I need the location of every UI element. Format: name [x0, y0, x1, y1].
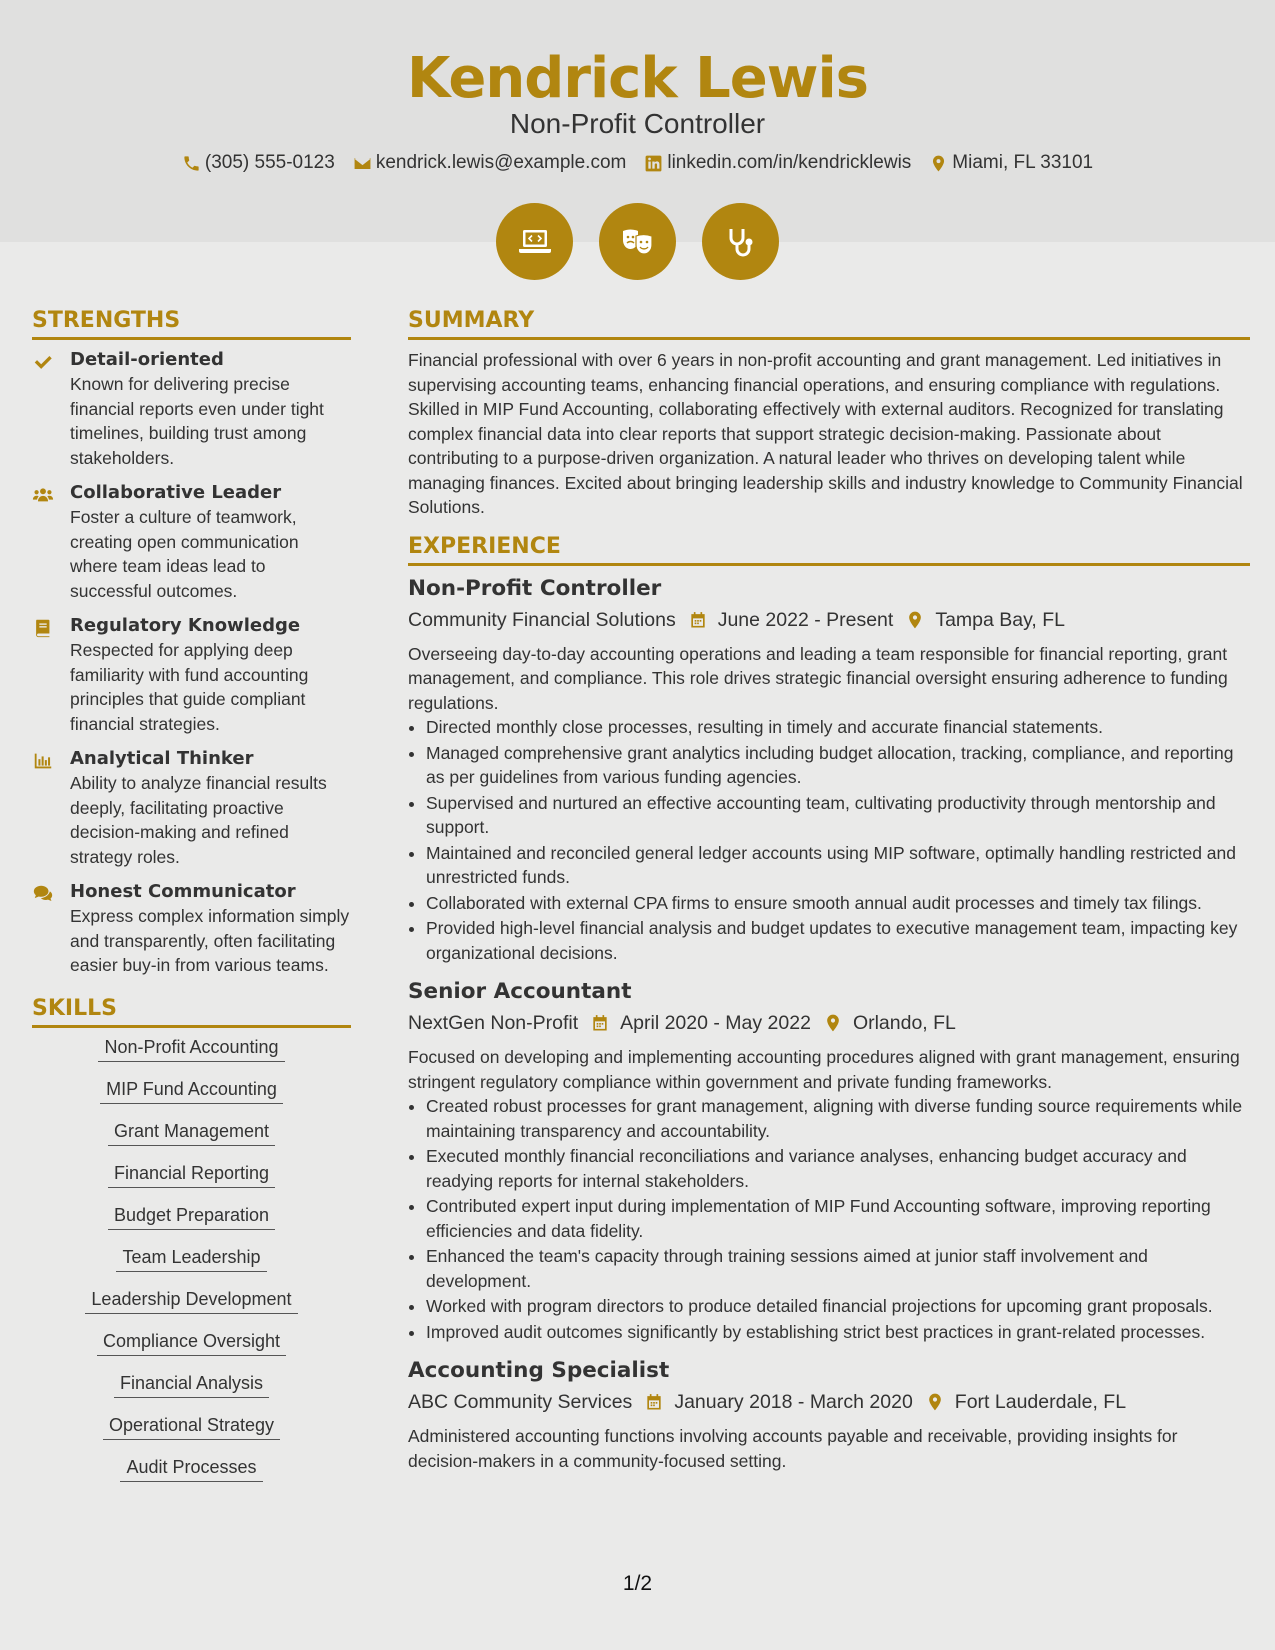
bullet-item: • Directed monthly close processes, resulting in timely and accurate financial statements.: [426, 715, 1250, 740]
bullet-item: • Created robust processes for grant management, aligning with diverse funding source requirements while maintaining transparency and accountability.: [426, 1094, 1250, 1143]
comments-icon: [32, 883, 54, 905]
badge-masks: [599, 203, 676, 280]
calendar-icon: [688, 610, 708, 630]
strength-desc: Foster a culture of teamwork, creating open communication where team ideas lead to successful outcomes.: [70, 507, 299, 601]
laptop-code-icon: [515, 222, 555, 262]
strength-desc: Express complex information simply and transparently, often facilitating easier buy-in from various teams.: [70, 906, 350, 975]
bullet-item: • Executed monthly financial reconciliations and variance analyses, enhancing budget accuracy and readying reports for internal stakeholders.: [426, 1144, 1250, 1193]
skill-tag: MIP Fund Accounting: [100, 1078, 283, 1104]
strength-item: [32, 348, 351, 470]
interest-badges: [0, 203, 1275, 280]
job-entry: [408, 1356, 1250, 1473]
strength-title: Regulatory Knowledge: [70, 615, 301, 636]
chart-bar-icon: [32, 750, 54, 772]
bullet-item: • Collaborated with external CPA firms to ensure smooth annual audit processes and timely tax filings.: [426, 891, 1250, 916]
skills-list: [32, 1036, 351, 1498]
strength-title: Detail-oriented: [70, 349, 224, 370]
bullet-item: • Managed comprehensive grant analytics including budget allocation, tracking, compliance, and reporting as per guidelines from various funding agencies.: [426, 741, 1250, 790]
linkedin-text: linkedin.com/in/kendricklewis: [667, 152, 912, 173]
job-title: Accounting Specialist: [408, 1358, 670, 1383]
contact-bar: [0, 152, 1275, 174]
job-meta: [408, 1388, 1250, 1416]
location-text: Miami, FL 33101: [952, 152, 1094, 173]
skill-tag: Compliance Oversight: [97, 1330, 286, 1356]
job-description: Overseeing day-to-day accounting operations and leading a team responsible for financial reporting, grant management, and compliance. This role drives strategic financial oversight ensuring adherence to funding regulations.: [408, 643, 1228, 713]
job-entry: [408, 574, 1250, 966]
book-icon: [32, 617, 54, 639]
job-description: Administered accounting functions involving accounts payable and receivable, providing insights for decision-makers in a community-focused setting.: [408, 1426, 1178, 1471]
map-marker-icon: [905, 610, 925, 630]
summary-heading: SUMMARY: [408, 308, 1250, 340]
phone-contact[interactable]: [182, 152, 335, 174]
job-meta: [408, 1009, 1250, 1037]
strength-item: [32, 747, 351, 869]
email-text: kendrick.lewis@example.com: [375, 152, 627, 173]
phone-icon: [182, 154, 201, 173]
candidate-name: Kendrick Lewis: [406, 46, 868, 111]
strength-desc: Respected for applying deep familiarity with fund accounting principles that guide compliant financial strategies.: [70, 640, 309, 734]
candidate-title: Non-Profit Controller: [509, 108, 766, 139]
job-description: Focused on developing and implementing accounting procedures aligned with grant management, ensuring stringent regulatory compliance within government and private funding frameworks.: [408, 1047, 1240, 1092]
bullet-item: • Supervised and nurtured an effective accounting team, cultivating productivity through mentorship and support.: [426, 791, 1250, 840]
badge-stethoscope: [702, 203, 779, 280]
users-icon: [32, 484, 54, 506]
strength-title: Honest Communicator: [70, 881, 296, 902]
job-location: Tampa Bay, FL: [935, 608, 1066, 631]
job-dates: June 2022 - Present: [717, 608, 894, 631]
skill-tag: Audit Processes: [120, 1456, 262, 1482]
theater-masks-icon: [618, 222, 658, 262]
skill-tag: Operational Strategy: [103, 1414, 280, 1440]
phone-text: (305) 555-0123: [204, 152, 335, 173]
experience-heading: EXPERIENCE: [408, 534, 1250, 566]
map-marker-icon: [929, 154, 948, 173]
strengths-heading: STRENGTHS: [32, 308, 351, 340]
skill-tag: Non-Profit Accounting: [98, 1036, 284, 1062]
skill-tag: Financial Analysis: [114, 1372, 269, 1398]
job-bullets: [408, 1094, 1250, 1344]
job-meta: [408, 606, 1250, 634]
summary-text: Financial professional with over 6 years in non-profit accounting and grant management. Led initiatives in supervising accounting teams, enhancing financial operations, and ensuring compliance with regulations. Skilled in MIP Fund Accounting, collaborating effectively with external auditors. Recognized for translating complex financial data into clear reports that support strategic decision-making. Passionate about contributing to a purpose-driven organization. A natural leader who thrives on developing talent while managing finances. Excited about bringing leadership skills and industry knowledge to Community Financial Solutions.: [408, 350, 1243, 517]
bullet-item: • Contributed expert input during implementation of MIP Fund Accounting software, improving reporting efficiencies and data fidelity.: [426, 1194, 1250, 1243]
right-column: [408, 308, 1250, 1473]
bullet-item: • Provided high-level financial analysis and budget updates to executive management team, impacting key organizational decisions.: [426, 916, 1250, 965]
job-dates: April 2020 - May 2022: [620, 1012, 811, 1034]
badge-laptop: [496, 203, 573, 280]
skill-tag: Leadership Development: [85, 1288, 297, 1314]
bullet-item: • Worked with program directors to produce detailed financial projections for upcoming grant proposals.: [426, 1294, 1250, 1319]
calendar-icon: [644, 1392, 664, 1412]
check-icon: [32, 351, 54, 373]
job-entry: [408, 977, 1250, 1344]
stethoscope-icon: [721, 222, 761, 262]
bullet-item: • Improved audit outcomes significantly by establishing strict best practices in grant-related processes.: [426, 1320, 1250, 1345]
skill-tag: Financial Reporting: [108, 1162, 275, 1188]
strength-title: Collaborative Leader: [70, 482, 282, 503]
job-title: Senior Accountant: [408, 979, 632, 1004]
map-marker-icon: [823, 1013, 843, 1033]
page-number: 1/2: [622, 1572, 653, 1595]
job-location: Orlando, FL: [852, 1012, 956, 1034]
job-company: NextGen Non-Profit: [408, 1012, 579, 1034]
strength-item: [32, 481, 351, 603]
envelope-icon: [353, 154, 372, 173]
skill-tag: Budget Preparation: [108, 1204, 275, 1230]
map-marker-icon: [925, 1392, 945, 1412]
bullet-item: • Enhanced the team's capacity through training sessions aimed at junior staff involvement and development.: [426, 1244, 1250, 1293]
job-company: Community Financial Solutions: [408, 608, 676, 631]
job-bullets: [408, 715, 1250, 965]
skills-heading: SKILLS: [32, 996, 351, 1028]
job-company: ABC Community Services: [408, 1391, 633, 1413]
strength-desc: Ability to analyze financial results deeply, facilitating proactive decision-making and refined strategy roles.: [70, 773, 327, 867]
left-column: [32, 308, 351, 1498]
bullet-item: • Maintained and reconciled general ledger accounts using MIP software, optimally handling restricted and unrestricted funds.: [426, 841, 1250, 890]
job-title: Non-Profit Controller: [408, 575, 662, 601]
skill-tag: Team Leadership: [116, 1246, 266, 1272]
strength-title: Analytical Thinker: [70, 748, 254, 769]
calendar-icon: [590, 1013, 610, 1033]
job-dates: January 2018 - March 2020: [674, 1391, 913, 1413]
linkedin-icon: [644, 154, 663, 173]
job-location: Fort Lauderdale, FL: [954, 1391, 1127, 1413]
skill-tag: Grant Management: [108, 1120, 275, 1146]
location-contact: [929, 152, 1093, 174]
strength-desc: Known for delivering precise financial reports even under tight timelines, building trust among stakeholders.: [70, 374, 324, 468]
linkedin-contact[interactable]: [644, 152, 911, 174]
email-contact[interactable]: [353, 152, 627, 174]
strength-item: [32, 880, 351, 978]
strength-item: [32, 614, 351, 736]
